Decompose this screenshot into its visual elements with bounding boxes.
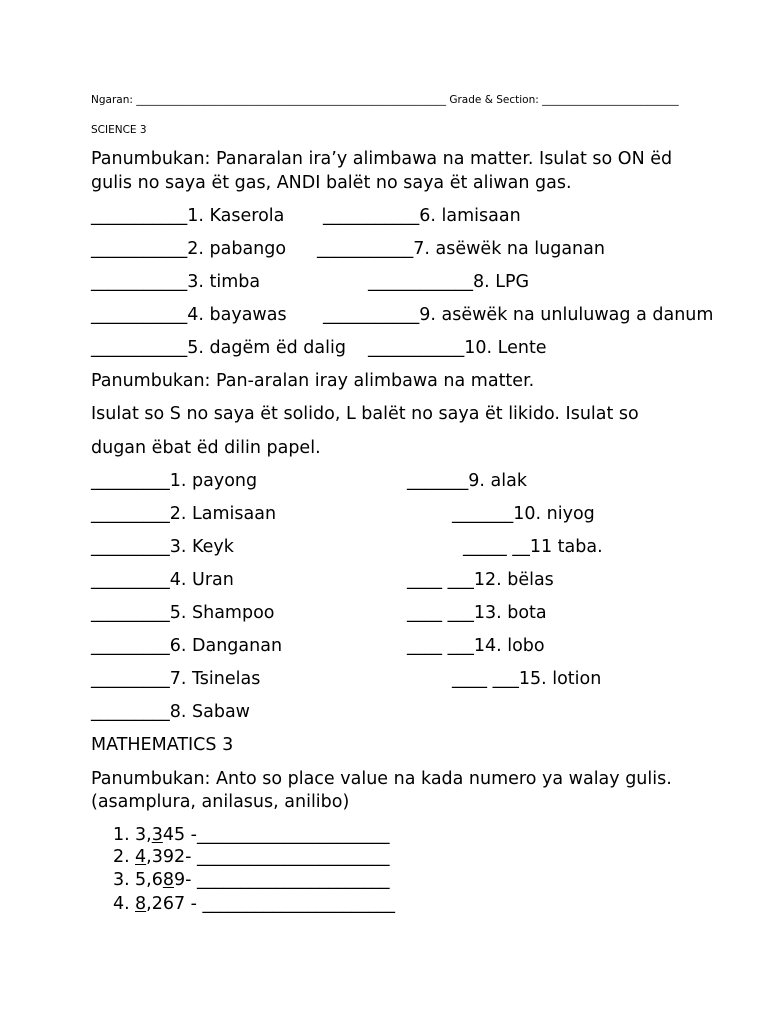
item-label: 8. Sabaw xyxy=(169,702,250,722)
science-part2-item-6 xyxy=(91,635,282,657)
mathematics-instruction-line-2 xyxy=(91,791,349,813)
answer-blank: _________ xyxy=(91,636,170,656)
answer-blank: _________ xyxy=(91,504,170,524)
item-label: 4. Uran xyxy=(169,570,234,590)
answer-blank: ____ ___ xyxy=(407,603,474,623)
item-number: 1. xyxy=(113,825,130,845)
item-label: 3. timba xyxy=(187,272,261,292)
item-label: 1. payong xyxy=(169,471,258,491)
item-label: 9. alak xyxy=(468,471,527,491)
science-part1-item-1 xyxy=(91,205,284,227)
number-before: 5,6 xyxy=(135,870,163,890)
item-label: 2. Lamisaan xyxy=(169,504,277,524)
science-part1-item-5 xyxy=(91,337,346,359)
answer-blank: ___________ xyxy=(91,338,188,358)
science-part1-instruction-line-2 xyxy=(91,172,572,194)
grade-section-label: Grade & Section: xyxy=(446,94,543,106)
answer-blank: ____ ___ xyxy=(407,636,474,656)
answer-blank: ___________ xyxy=(323,305,420,325)
science-part1-item-2 xyxy=(91,238,286,260)
science-part2-item-15 xyxy=(452,668,601,690)
name-label: Ngaran: xyxy=(91,94,137,106)
item-label: 11 taba. xyxy=(529,537,603,557)
number-after: 45 - xyxy=(162,825,197,845)
item-label: 10. Lente xyxy=(464,338,547,358)
answer-blank: _________ xyxy=(91,669,170,689)
science-part2-item-11 xyxy=(463,536,603,558)
item-label: 7. Tsinelas xyxy=(169,669,261,689)
answer-blank: ______________________ xyxy=(197,825,390,845)
science-part2-item-5 xyxy=(91,602,275,624)
answer-blank: ____ ___ xyxy=(452,669,519,689)
answer-blank: ____ ___ xyxy=(407,570,474,590)
answer-blank: _________ xyxy=(91,570,170,590)
science-part1-instruction-line-1 xyxy=(91,148,672,170)
science-title xyxy=(91,123,147,137)
item-label: 12. bëlas xyxy=(473,570,554,590)
science-title-text: SCIENCE 3 xyxy=(91,124,147,136)
answer-blank: ___________ xyxy=(323,206,420,226)
mathematics-item-3 xyxy=(113,869,390,891)
instruction-text: dugan ëbat ëd dilin papel. xyxy=(91,438,321,458)
instruction-text: Panumbukan: Panaralan ira’y alimbawa na matter. Isulat so ON ëd xyxy=(91,149,673,169)
instruction-text: Isulat so S no saya ët solido, L balët no saya ët likido. Isulat so xyxy=(91,404,639,424)
instruction-text: Panumbukan: Anto so place value na kada numero ya walay gulis. xyxy=(91,769,672,789)
science-part2-instruction-line-2 xyxy=(91,403,639,425)
answer-blank: ______________________ xyxy=(196,847,390,867)
science-part2-item-13 xyxy=(407,602,547,624)
answer-blank: ______________________ xyxy=(202,894,396,914)
header-line xyxy=(91,93,679,107)
answer-blank: _________ xyxy=(91,471,170,491)
item-label: 9. asëwëk na unluluwag a danum xyxy=(419,305,714,325)
number-before: 3, xyxy=(135,825,152,845)
underlined-digit: 8 xyxy=(162,870,174,890)
science-part1-item-9 xyxy=(323,304,713,326)
science-part1-item-10 xyxy=(368,337,547,359)
science-part2-instruction-line-3 xyxy=(91,437,321,459)
instruction-text: gulis no saya ët gas, ANDI balët no saya ët aliwan gas. xyxy=(91,173,572,193)
answer-blank: ___________ xyxy=(91,206,188,226)
instruction-text: Panumbukan: Pan-aralan iray alimbawa na matter. xyxy=(91,371,535,391)
item-label: 2. pabango xyxy=(187,239,287,259)
item-label: 7. asëwëk na luganan xyxy=(413,239,605,259)
answer-blank: _________ xyxy=(91,702,170,722)
item-number: 4. xyxy=(113,894,130,914)
answer-blank: ____________ xyxy=(368,272,473,292)
science-part1-item-3 xyxy=(91,271,260,293)
item-label: 3. Keyk xyxy=(169,537,234,557)
science-part2-item-12 xyxy=(407,569,554,591)
mathematics-title xyxy=(91,734,233,756)
item-label: 10. niyog xyxy=(513,504,595,524)
science-part2-item-10 xyxy=(452,503,595,525)
science-part2-item-14 xyxy=(407,635,545,657)
answer-blank: _____ __ xyxy=(463,537,530,557)
answer-blank: ___________ xyxy=(91,239,188,259)
underlined-digit: 8 xyxy=(135,894,147,914)
answer-blank: ___________ xyxy=(317,239,414,259)
underlined-digit: 3 xyxy=(151,825,163,845)
answer-blank: ___________ xyxy=(91,305,188,325)
answer-blank: ___________ xyxy=(368,338,465,358)
science-part2-item-7 xyxy=(91,668,260,690)
underlined-digit: 4 xyxy=(135,847,147,867)
mathematics-item-4 xyxy=(113,893,395,915)
item-label: 15. lotion xyxy=(518,669,602,689)
item-label: 13. bota xyxy=(473,603,547,623)
science-part2-item-4 xyxy=(91,569,234,591)
number-after: 9- xyxy=(173,870,197,890)
item-number: 2. xyxy=(113,847,130,867)
number-after: ,392- xyxy=(146,847,197,867)
answer-blank: ___________ xyxy=(91,272,188,292)
grade-section-blank: __________________________ xyxy=(542,94,679,106)
item-label: 6. Danganan xyxy=(169,636,283,656)
science-part1-item-6 xyxy=(323,205,521,227)
answer-blank: _________ xyxy=(91,537,170,557)
name-blank: ___________________________________________________________ xyxy=(136,94,446,106)
science-part1-item-4 xyxy=(91,304,287,326)
item-label: 8. LPG xyxy=(473,272,530,292)
item-label: 14. lobo xyxy=(473,636,545,656)
science-part1-item-7 xyxy=(317,238,605,260)
item-label: 1. Kaserola xyxy=(187,206,285,226)
science-part1-item-8 xyxy=(368,271,529,293)
science-part2-item-2 xyxy=(91,503,276,525)
science-part2-item-9 xyxy=(407,470,527,492)
item-label: 5. dagëm ëd dalig xyxy=(187,338,346,358)
answer-blank: _________ xyxy=(91,603,170,623)
science-part2-item-3 xyxy=(91,536,234,558)
answer-blank: _______ xyxy=(452,504,514,524)
answer-blank: ______________________ xyxy=(197,870,390,890)
item-label: 4. bayawas xyxy=(187,305,287,325)
item-label: 6. lamisaan xyxy=(419,206,521,226)
mathematics-instruction-line-1 xyxy=(91,768,672,790)
science-part2-instruction-line-1 xyxy=(91,370,534,392)
science-part2-item-8 xyxy=(91,701,250,723)
number-after: ,267 - xyxy=(146,894,203,914)
item-label: 5. Shampoo xyxy=(169,603,275,623)
science-part2-item-1 xyxy=(91,470,257,492)
item-number: 3. xyxy=(113,870,130,890)
mathematics-title-text: MATHEMATICS 3 xyxy=(91,735,234,755)
answer-blank: _______ xyxy=(407,471,469,491)
mathematics-item-1 xyxy=(113,824,390,846)
mathematics-item-2 xyxy=(113,846,389,868)
instruction-text: (asamplura, anilasus, anilibo) xyxy=(91,792,350,812)
